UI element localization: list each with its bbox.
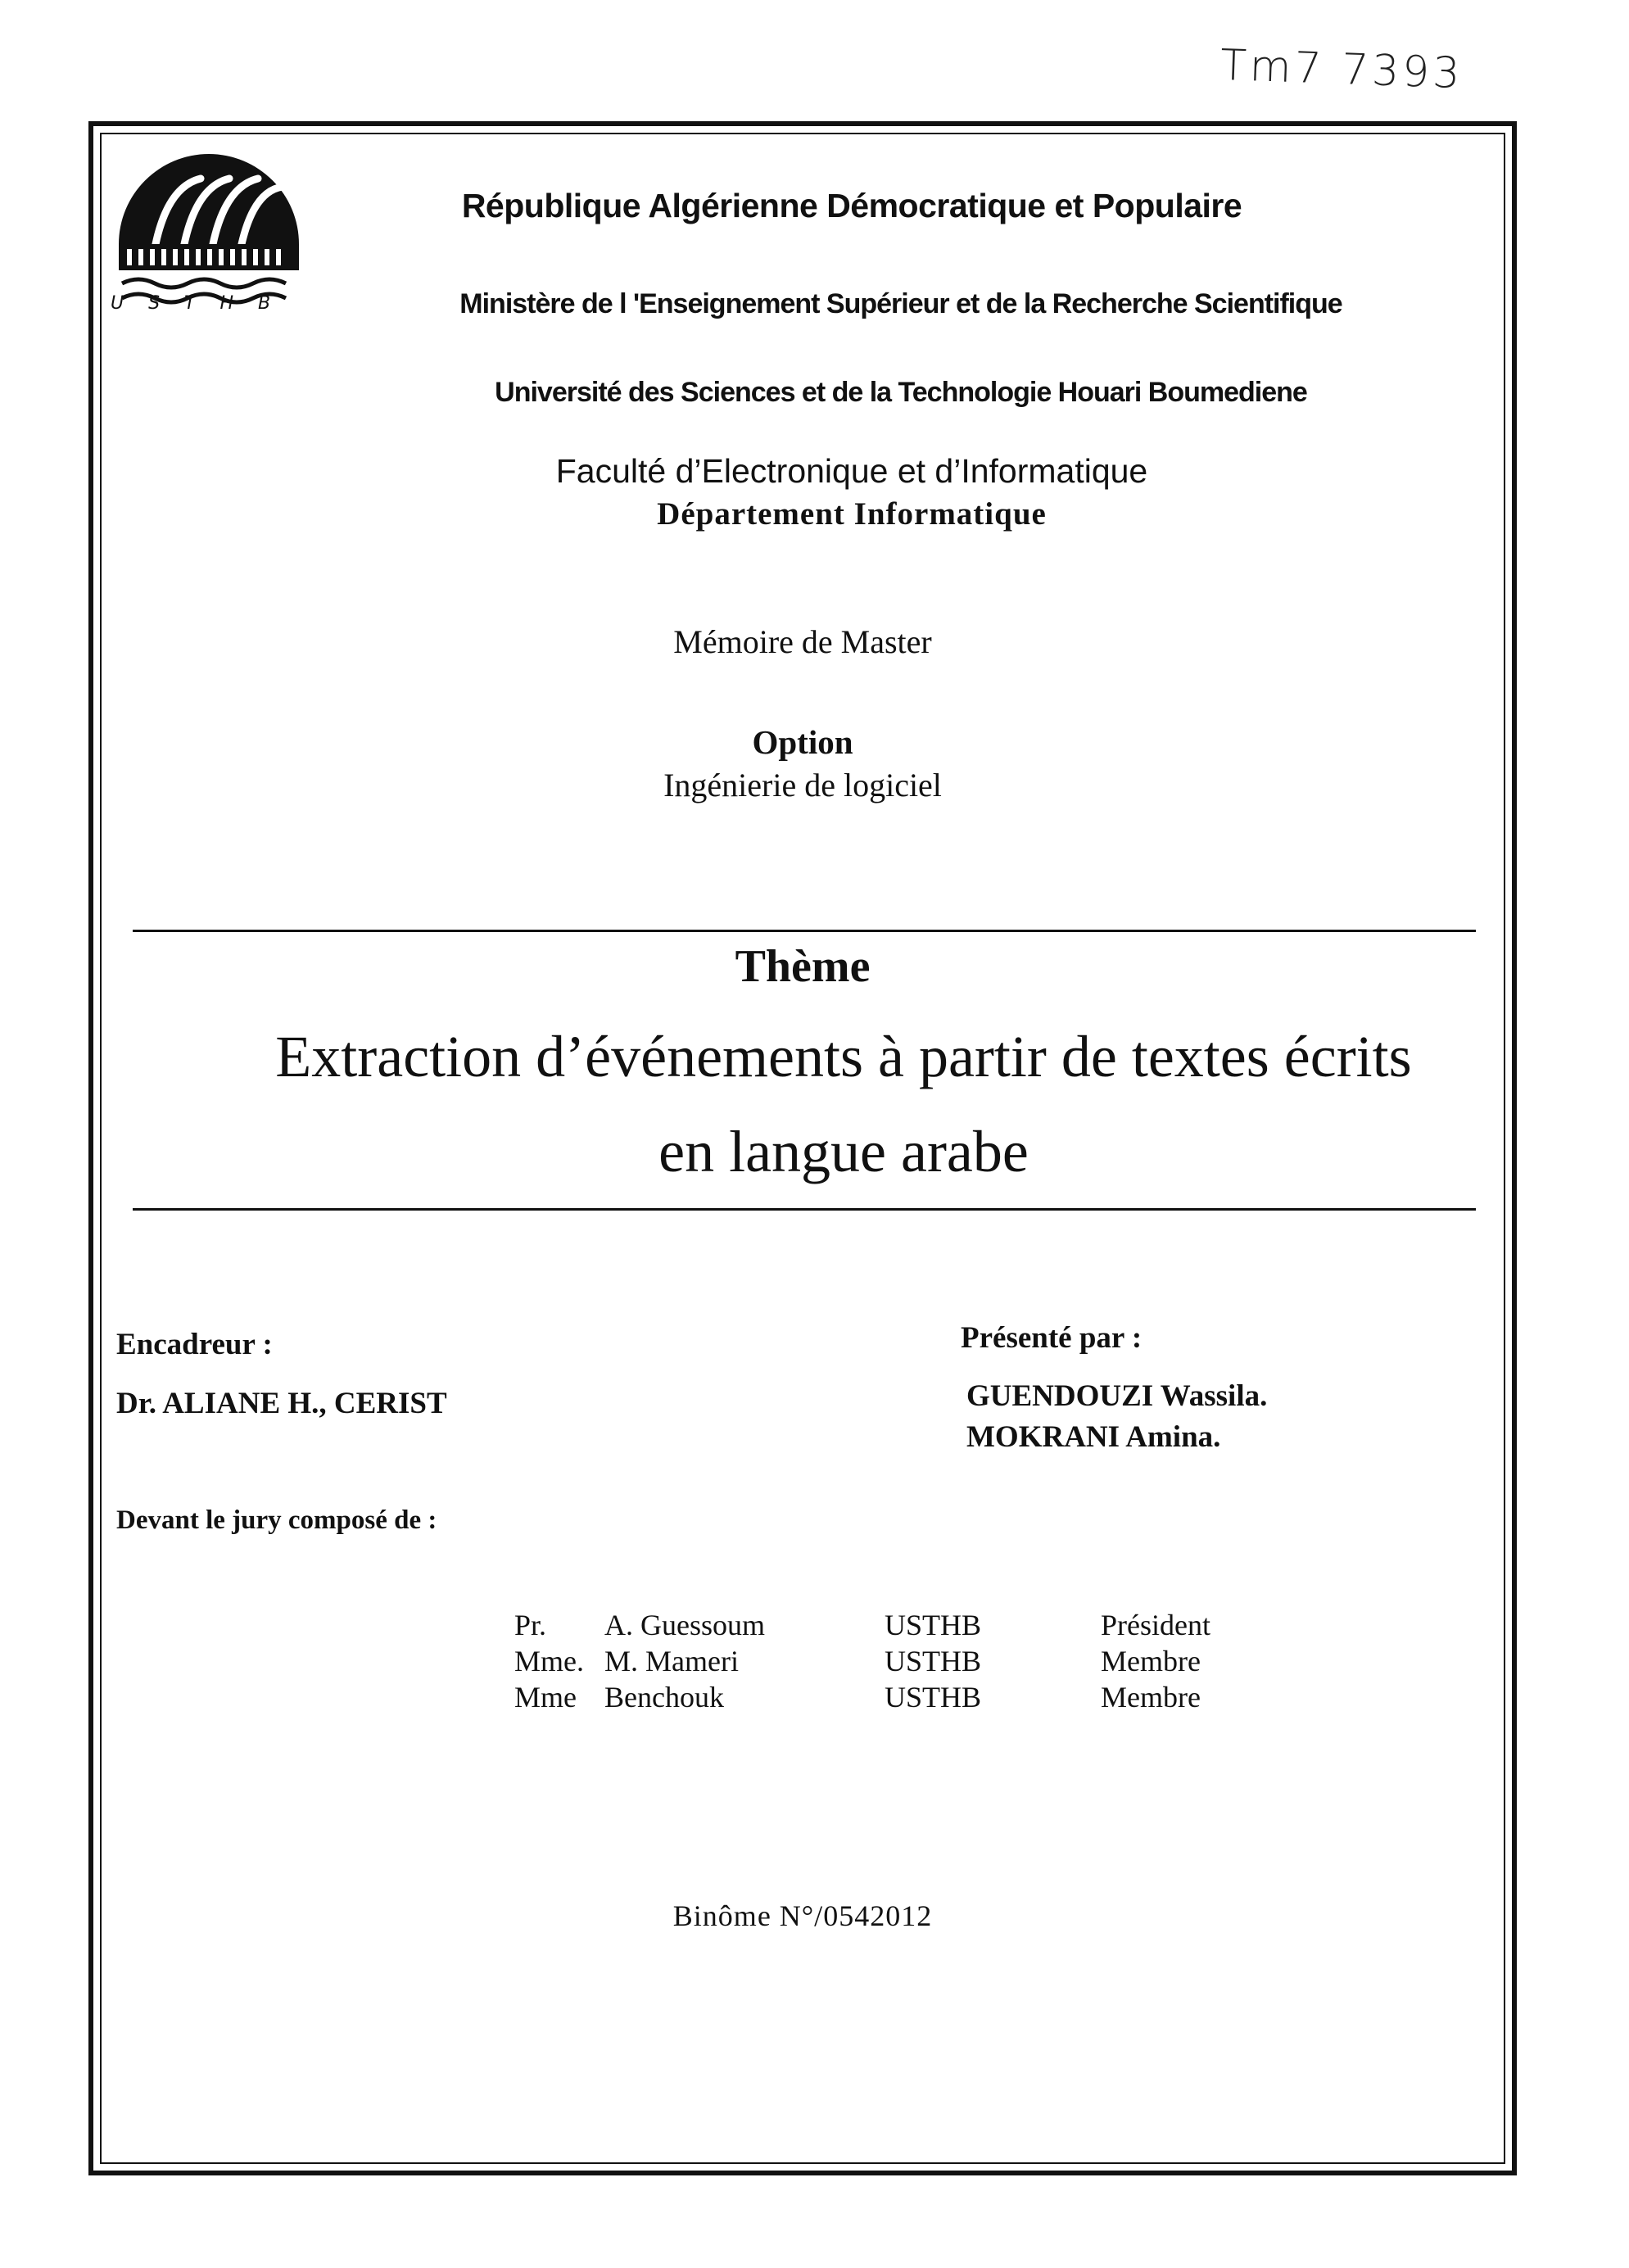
handwritten-reference: Tm7 7393 (1219, 40, 1464, 99)
jury-institution: USTHB (885, 1681, 982, 1713)
jury-name: M. Mameri (604, 1645, 739, 1677)
presenter-name: GUENDOUZI Wassila. (966, 1379, 1268, 1413)
presenter-name: MOKRANI Amina. (966, 1420, 1221, 1454)
divider-top (133, 930, 1476, 932)
jury-name: A. Guessoum (604, 1609, 765, 1641)
memoire-type: Mémoire de Master (673, 623, 932, 660)
divider-bottom (133, 1208, 1476, 1211)
jury-role: Membre (1101, 1645, 1201, 1677)
faculty-heading: Faculté d’Electronique et d’Informatique (555, 452, 1148, 490)
jury-institution: USTHB (885, 1645, 982, 1677)
jury-title: Mme (514, 1681, 577, 1713)
jury-role: Membre (1101, 1681, 1201, 1713)
jury-name: Benchouk (604, 1681, 724, 1713)
university-heading: Université des Sciences et de la Technologie Houari Boumediene (495, 377, 1307, 408)
jury-label: Devant le jury composé de : (116, 1505, 437, 1535)
ministry-heading: Ministère de l 'Enseignement Supérieur et de la Recherche Scientifique (459, 288, 1342, 319)
jury-institution: USTHB (885, 1609, 982, 1641)
jury-title: Mme. (514, 1645, 584, 1677)
republic-heading: République Algérienne Démocratique et Populaire (461, 187, 1242, 224)
supervisor-label: Encadreur : (116, 1328, 273, 1361)
thesis-title-line2: en langue arabe (658, 1119, 1029, 1184)
department-heading: Département Informatique (657, 496, 1047, 532)
thesis-title-line1: Extraction d’événements à partir de textes écrits (275, 1024, 1412, 1089)
presenters-list (966, 1376, 1267, 1458)
binome-number: Binôme N°/0542012 (672, 1899, 933, 1932)
theme-label: Thème (735, 941, 871, 992)
logo-caption: USTHB (111, 293, 296, 314)
presenters-label: Présenté par : (961, 1321, 1143, 1355)
option-label: Option (752, 723, 853, 761)
supervisor-name: Dr. ALIANE H., CERIST (116, 1387, 447, 1420)
jury-role: Président (1101, 1609, 1210, 1641)
thesis-title (213, 1009, 1474, 1199)
jury-title: Pr. (514, 1609, 547, 1641)
option-value: Ingénierie de logiciel (663, 767, 942, 804)
